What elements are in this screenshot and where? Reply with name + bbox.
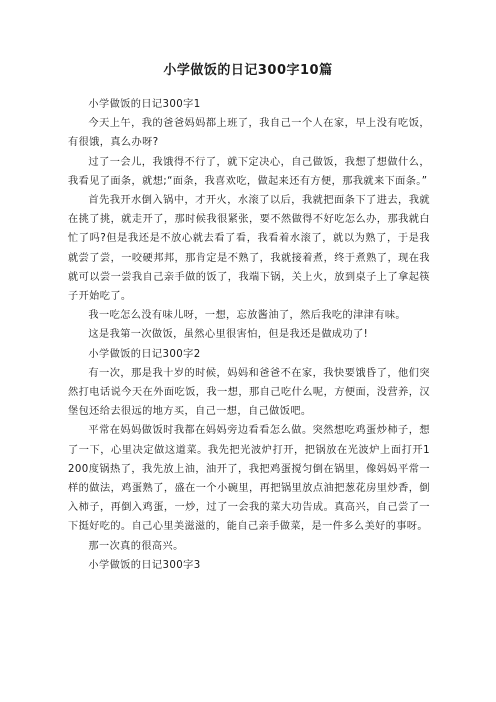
paragraph: 我一吃怎么没有味儿呀，一想，忘放酱油了，然后我吃的津津有味。 xyxy=(88,310,407,322)
paragraph: 这是我第一次做饭，虽然心里很害怕，但是我还是做成功了! xyxy=(88,329,369,341)
section-heading-2: 小学做饭的日记300字2 xyxy=(88,348,201,360)
section-heading-1: 小学做饭的日记300字1 xyxy=(88,99,201,110)
paragraph: 有一次，那是我十岁的时候，妈妈和爸爸不在家，我快要饿昏了，他们突然打电话说今天在外面吃饭，我一想，那自己吃什么呢，方便面，没营养，汉堡包还给去很远的地方买，自己一想，自己做饭吧。 xyxy=(68,367,430,418)
paragraph: 首先我开水倒入锅中，才开火，水滚了以后，我就把面条下了进去，我就在挑了挑，就走开了，那时候我很紧张，要不然做得不好吃怎么办，那我就白忙了吗?但是我还是不放心就去看了看，我看着水滚了，就以为熟了，于是我就尝了尝，一咬硬邦邦，那肯定是不熟了，我就接着煮，终于煮熟了，现在我就可以尝一尝我自己亲手做的饭了，我端下锅，关上火，放到桌子上了拿起筷子开始吃了。 xyxy=(68,195,430,303)
paragraph: 过了一会儿，我饿得不行了，就下定决心，自己做饭，我想了想做什么，我看见了面条，就想;“面条，我喜欢吃，做起来还有方便，那我就来下面条。” xyxy=(68,156,430,187)
paragraph: 今天上午，我的爸爸妈妈都上班了，我自己一个人在家，早上没有吃饭，有很饿，真么办呀? xyxy=(68,118,430,149)
paragraph: 那一次真的很高兴。 xyxy=(88,540,184,552)
paragraph: 平常在妈妈做饭时我都在妈妈旁边看看怎么做。突然想吃鸡蛋炒柿子，想了一下，心里决定做这道菜。我先把光波炉打开，把锅放在光波炉上面打开1200度锅热了，我先放上油，油开了，我把鸡蛋搅匀倒在锅里，像妈妈平常一样的做法，鸡蛋熟了，盛在一个小碗里，再把锅里放点油把葱花房里炒香，倒入柿子，再倒入鸡蛋，一炒，过了一会我的菜大功告成。真高兴，自己尝了一下挺好吃的。自己心里美滋滋的，能自己亲手做菜，是一件多么美好的事呀。 xyxy=(68,425,430,533)
document-body xyxy=(68,95,430,575)
document-title: 小学做饭的日记300字10篇 xyxy=(163,63,333,78)
section-heading-3: 小学做饭的日记300字3 xyxy=(88,559,201,571)
